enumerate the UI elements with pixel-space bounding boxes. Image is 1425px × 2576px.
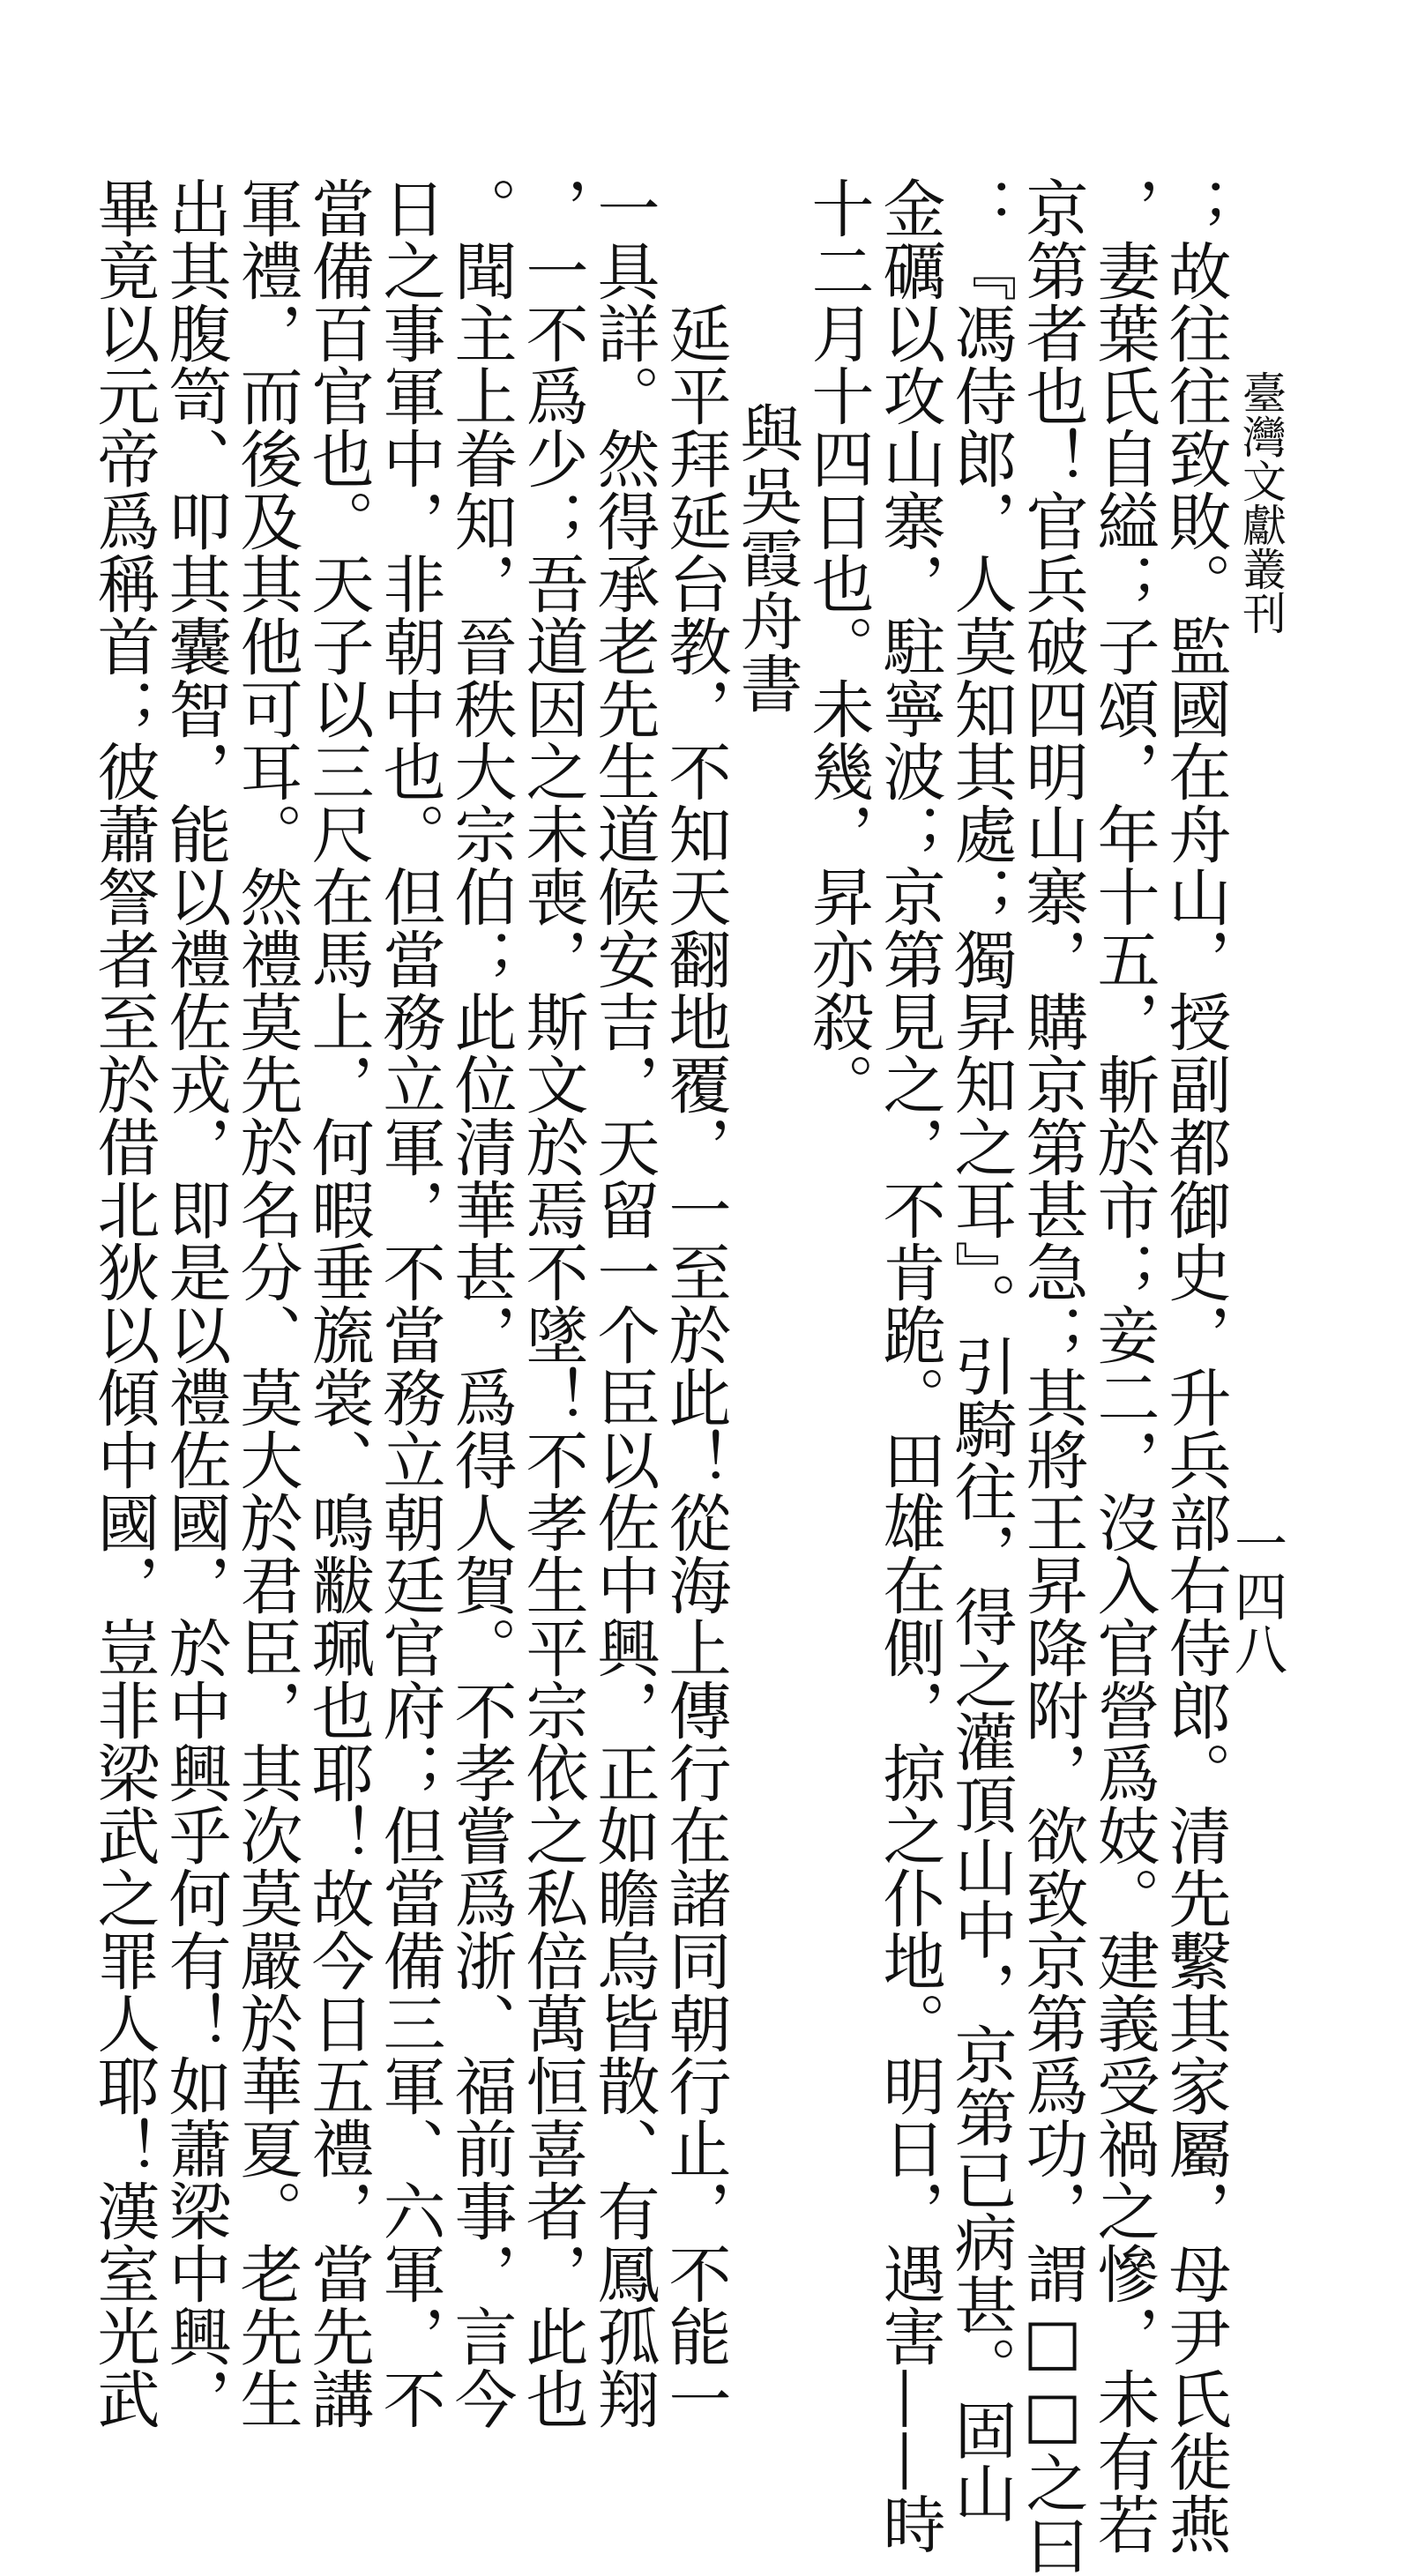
letter-column: 出其腹笥、叩其囊智，能以禮佐戎，即是以禮佐國，於中興乎何有！如蕭梁中興， xyxy=(159,176,232,2430)
letter-column: 畢竟以元帝爲稱首；彼蕭詧者至於借北狄以傾中國，豈非梁武之罪人耶！漢室光武 xyxy=(87,176,160,2430)
text-column: ，妻葉氏自縊；子頌，年十五，斬於市；妾二，沒入官營爲妓。建義受禍之慘，未有若 xyxy=(1087,176,1160,2555)
text-column: ；故往往致敗。監國在舟山，授副都御史，升兵部右侍郎。清先繫其家屬，母尹氏徙燕 xyxy=(1159,176,1232,2555)
letter-column: 。聞主上眷知，晉秩大宗伯；此位清華甚，爲得人賀。不孝嘗爲浙、福前事，言今 xyxy=(444,176,518,2430)
letter-column: 日之事軍中，非朝中也。但當務立軍，不當務立朝廷官府；但當備三軍、六軍，不 xyxy=(373,176,446,2430)
letter-title: 與吳霞舟書 xyxy=(730,401,803,714)
letter-column: ，一不爲少；吾道因之未喪，斯文於焉不墜！不孝生平宗依之私倍萬恒喜者，此也 xyxy=(516,176,589,2430)
text-column: 京第者也！官兵破四明山寨，購京第甚急；其將王昇降附，欲致京第爲功，謂□□之曰 xyxy=(1016,176,1089,2576)
running-header: 臺灣文獻叢刊 xyxy=(1235,370,1287,635)
letter-column: 當備百官也。天子以三尺在馬上，何暇垂旒裳、鳴黻珮也耶！故今日五禮，當先講 xyxy=(302,176,375,2430)
text-column: 金礪以攻山寨，駐寧波；京第見之，不肯跪。田雄在側，掠之仆地。明日，遇害——時 xyxy=(873,176,946,2555)
text-column: ：『馮侍郎，人莫知其處；獨昇知之耳』。引騎往，得之灌頂山中，京第已病甚。固山 xyxy=(944,176,1018,2524)
letter-column: 一具詳。然得承老先生道候安吉，天留一个臣以佐中興，正如瞻烏皆散、有鳳孤翔 xyxy=(587,176,660,2430)
text-column: 十二月十四日也。未幾，昇亦殺。 xyxy=(802,176,875,1115)
letter-column: 延平拜延台教，不知天翻地覆，一至於此！從海上傳行在諸同朝行止，不能一 xyxy=(659,302,732,2430)
text-body xyxy=(87,176,1232,2576)
page-number: 一四八 xyxy=(1226,1516,1287,1675)
letter-column: 軍禮，而後及其他可耳。然禮莫先於名分、莫大於君臣，其次莫嚴於華夏。老先生 xyxy=(230,176,303,2430)
